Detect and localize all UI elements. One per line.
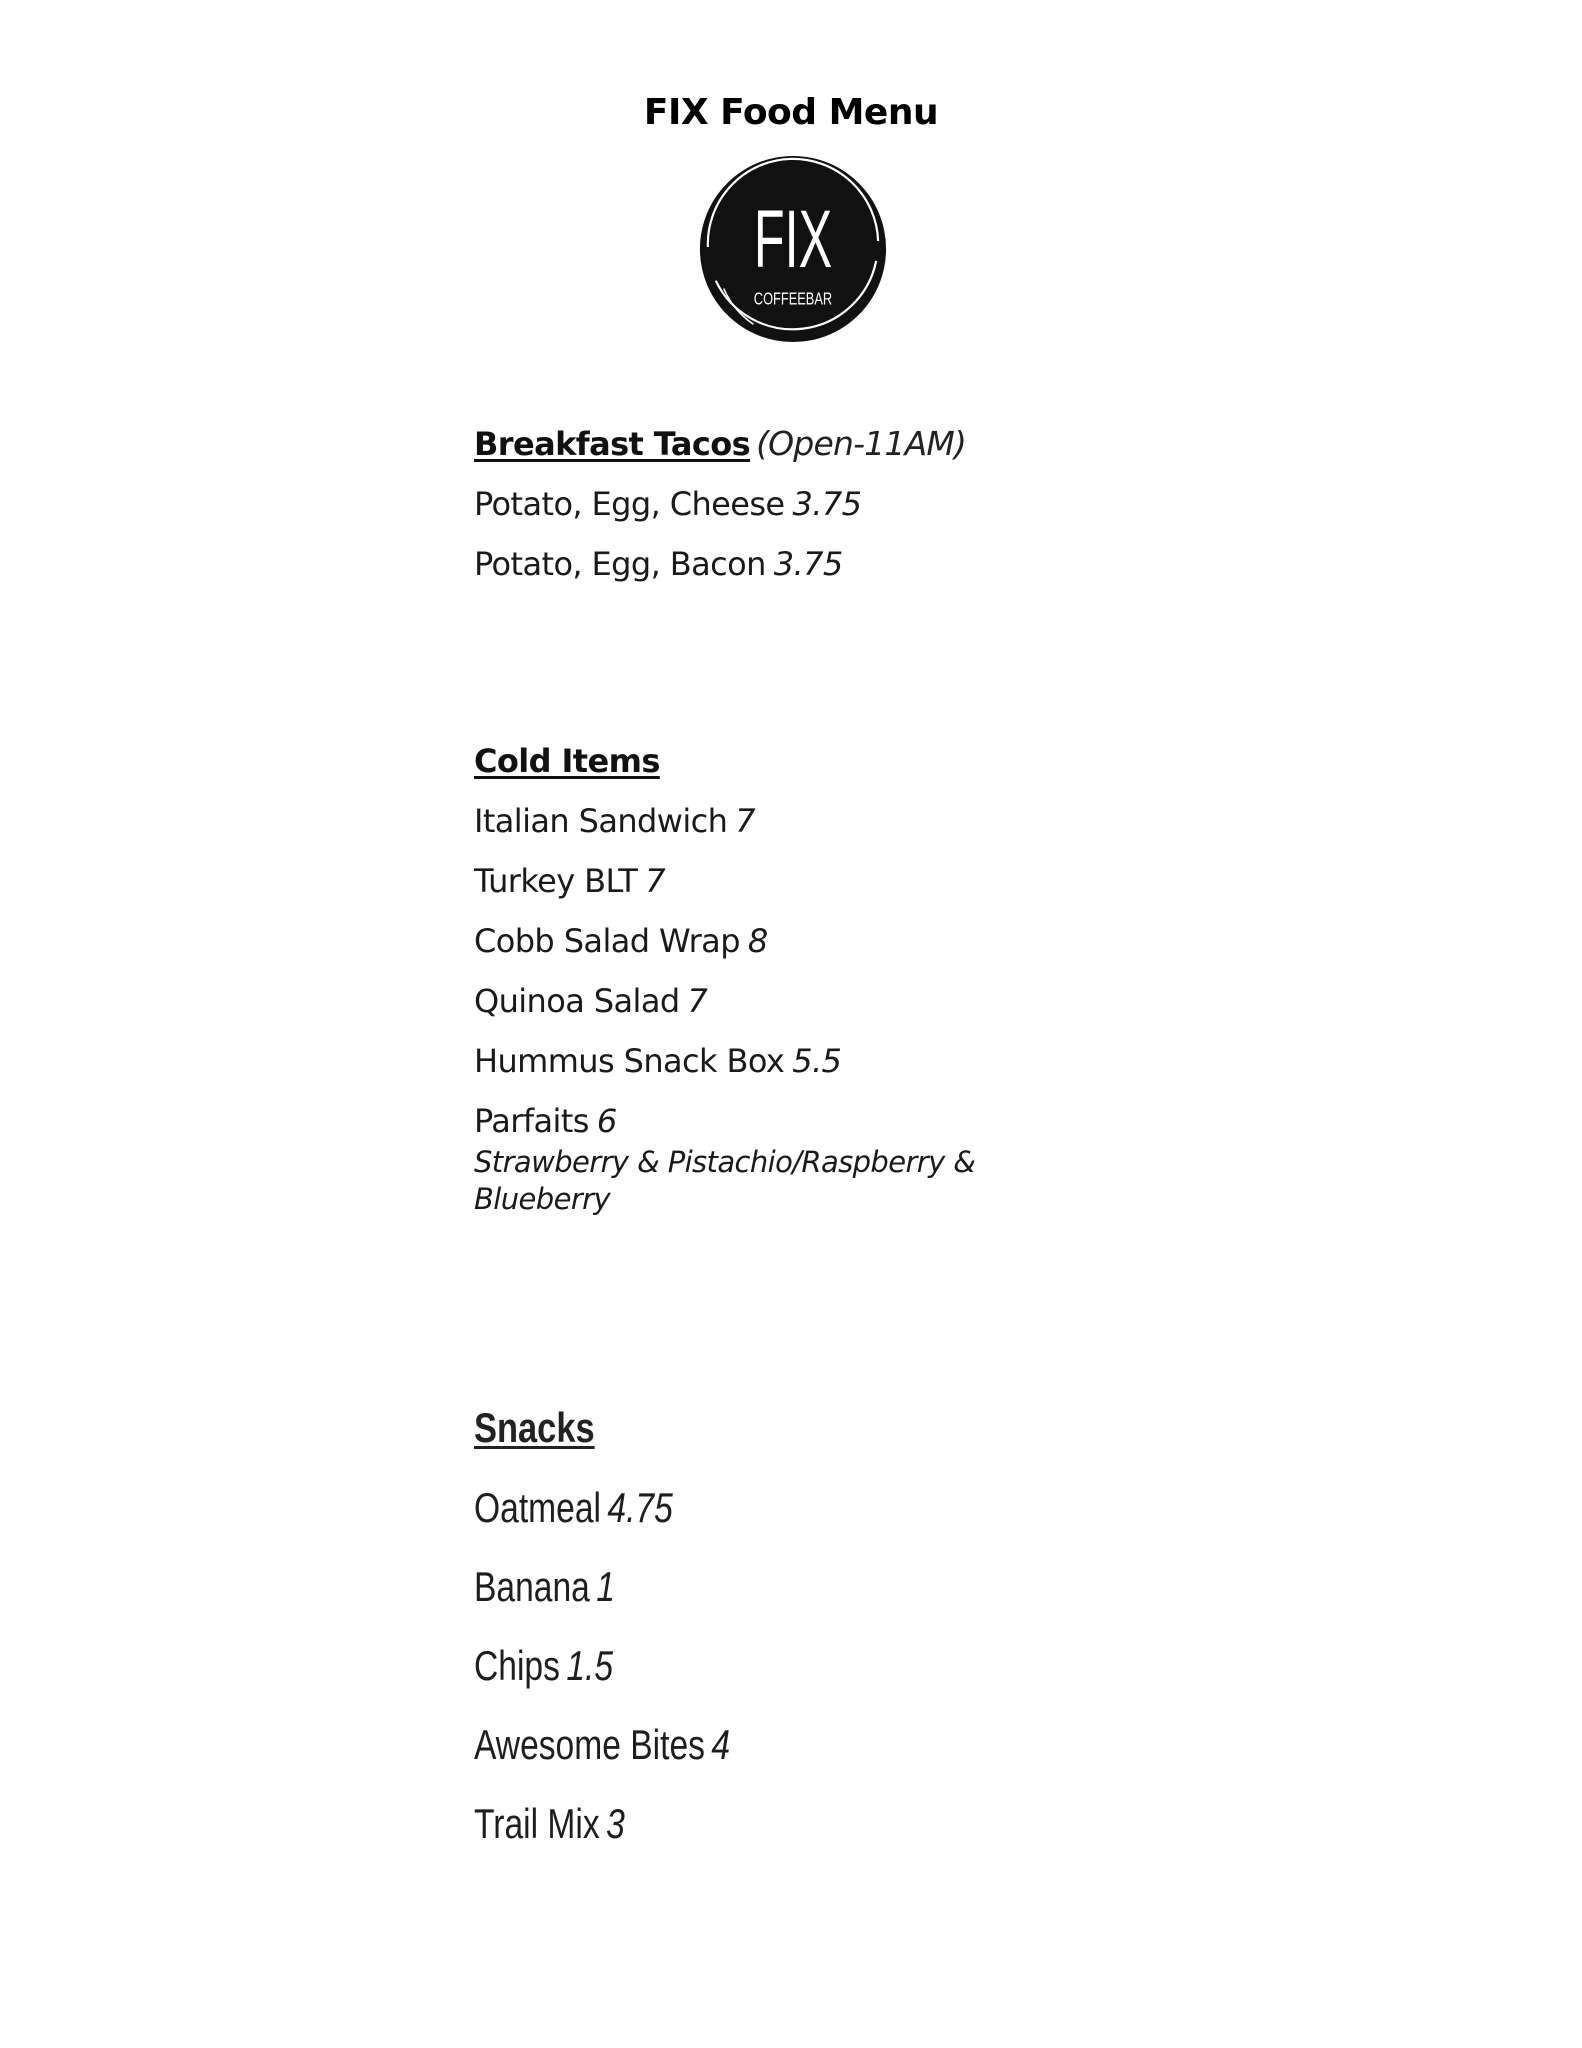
menu-item: [474, 485, 861, 523]
item-price: 6: [596, 1102, 617, 1140]
page-title: FIX Food Menu: [643, 92, 939, 133]
item-price: 4: [711, 1721, 731, 1768]
item-price: 4.75: [607, 1484, 673, 1531]
menu-item: [474, 802, 755, 840]
item-name: Quinoa Salad: [474, 982, 680, 1020]
menu-item: [474, 1042, 841, 1080]
fix-coffeebar-logo: [694, 150, 892, 348]
item-price: 5.5: [792, 1042, 842, 1080]
cold-section-header: [474, 742, 660, 780]
item-price: 3.75: [792, 485, 862, 523]
menu-item: [474, 1800, 625, 1848]
item-name: Chips: [474, 1642, 560, 1689]
menu-item: [474, 1563, 615, 1611]
item-name: Parfaits: [474, 1102, 589, 1140]
item-price: 1: [596, 1563, 615, 1610]
item-price: 7: [735, 802, 756, 840]
cold-items-heading: Cold Items: [474, 742, 660, 780]
item-name: Turkey BLT: [474, 862, 638, 900]
item-price: 3: [606, 1800, 625, 1847]
menu-item: [474, 1721, 730, 1769]
logo-wordmark: FIX: [753, 194, 833, 285]
item-price: 7: [687, 982, 708, 1020]
item-name: Potato, Egg, Bacon: [474, 545, 766, 583]
menu-item: [474, 922, 768, 960]
item-name: Trail Mix: [474, 1800, 600, 1847]
breakfast-heading: Breakfast Tacos: [474, 425, 751, 463]
menu-item: [474, 1642, 613, 1690]
item-name: Potato, Egg, Cheese: [474, 485, 785, 523]
item-name: Cobb Salad Wrap: [474, 922, 740, 960]
item-price: 3.75: [773, 545, 843, 583]
menu-item: [474, 982, 707, 1020]
breakfast-section-header: [474, 424, 966, 463]
breakfast-hours-note: (Open-11AM): [756, 424, 967, 463]
parfait-flavors: Strawberry & Pistachio/Raspberry & Blueberry: [474, 1145, 976, 1216]
menu-item: [474, 1484, 673, 1532]
item-price: 1.5: [566, 1642, 614, 1689]
snacks-heading: Snacks: [474, 1404, 595, 1451]
item-name: Hummus Snack Box: [474, 1042, 785, 1080]
item-name: Oatmeal: [474, 1484, 601, 1531]
item-name: Italian Sandwich: [474, 802, 728, 840]
menu-item: [474, 862, 665, 900]
item-price: 7: [645, 862, 666, 900]
item-name: Awesome Bites: [474, 1721, 705, 1768]
item-name: Banana: [474, 1563, 590, 1610]
item-price: 8: [747, 922, 768, 960]
menu-item: [474, 545, 843, 583]
logo-tagline: COFFEEBAR: [753, 289, 833, 310]
snacks-section-header: [474, 1404, 621, 1452]
menu-item: [474, 1102, 617, 1140]
